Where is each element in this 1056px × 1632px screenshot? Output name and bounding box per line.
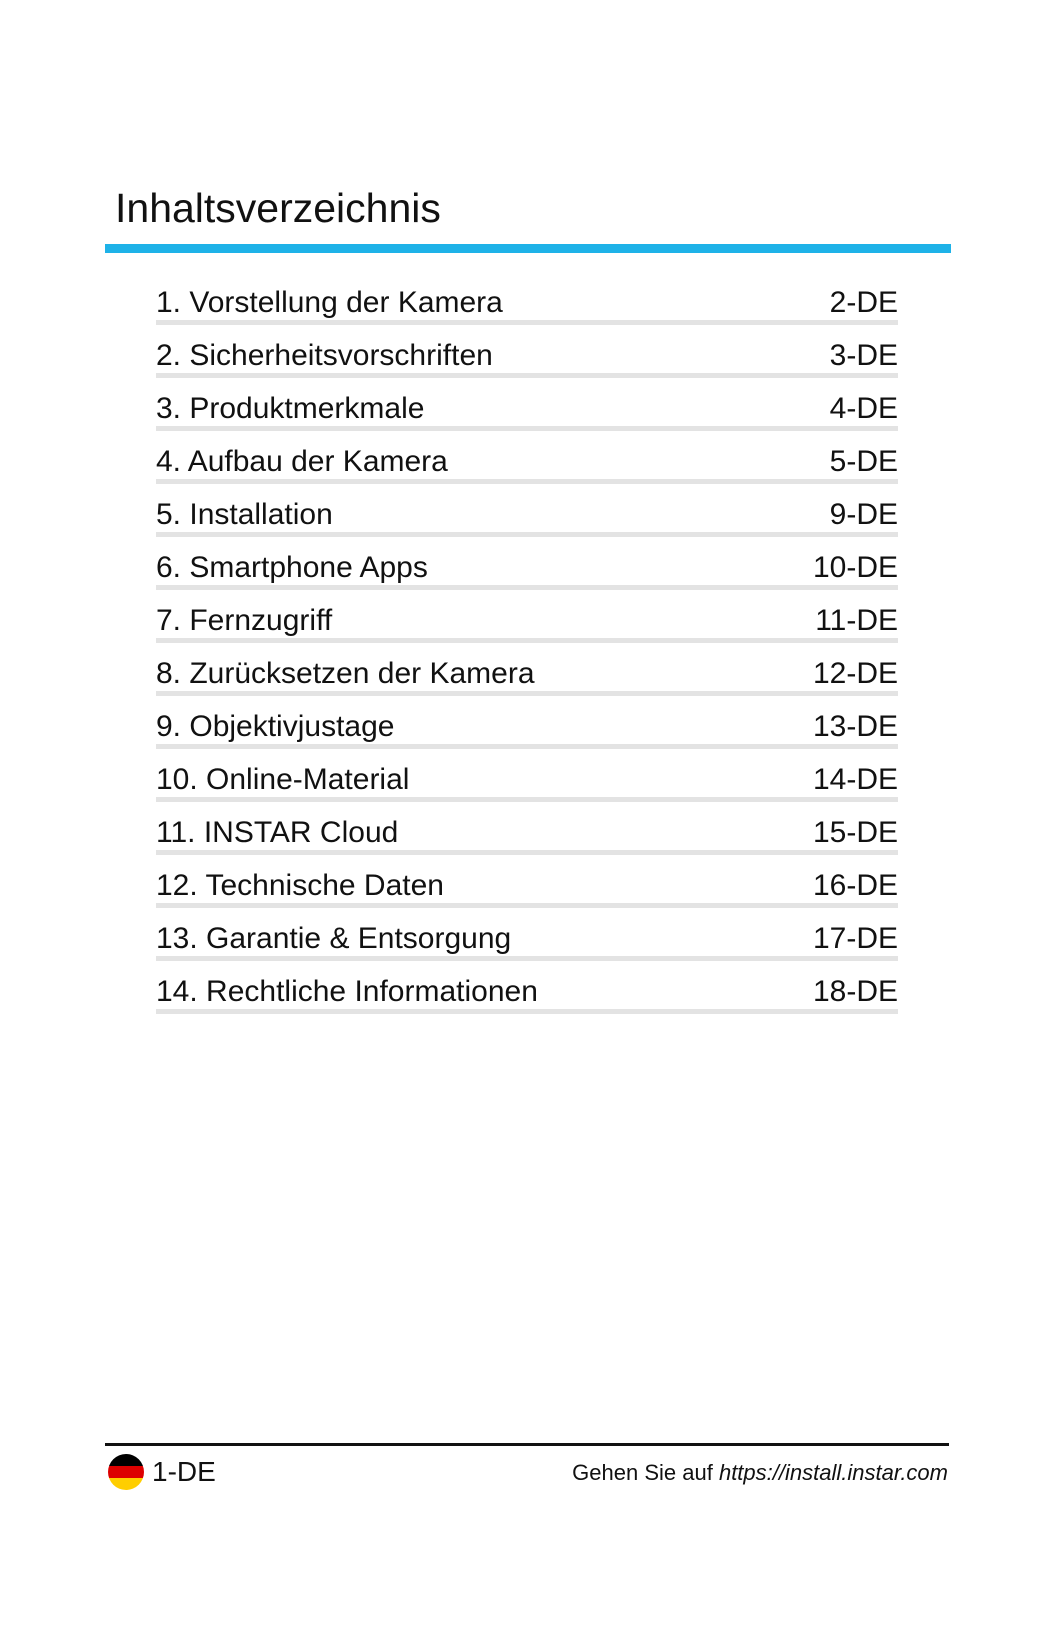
toc-entry-title: 5. Installation [156, 498, 333, 531]
toc-entry-underline [156, 1009, 898, 1014]
toc-entry[interactable] [156, 757, 898, 810]
toc-entry-title: 12. Technische Daten [156, 869, 444, 902]
toc-entry-page: 13-DE [812, 710, 898, 743]
heading-underline [105, 244, 951, 253]
toc-entry-page: 9-DE [829, 498, 898, 531]
toc-entry-underline [156, 744, 898, 749]
toc-entry[interactable] [156, 651, 898, 704]
toc-entry-underline [156, 585, 898, 590]
toc-entry-title: 2. Sicherheitsvorschriften [156, 339, 493, 372]
footer-divider [105, 1443, 949, 1446]
toc-entry-page: 17-DE [812, 922, 898, 955]
toc-entry[interactable] [156, 704, 898, 757]
toc-entry-title: 1. Vorstellung der Kamera [156, 286, 503, 319]
install-link[interactable]: https://install.instar.com [718, 1460, 948, 1485]
toc-entry-title: 11. INSTAR Cloud [156, 816, 399, 849]
toc-entry-underline [156, 797, 898, 802]
toc-entry[interactable] [156, 280, 898, 333]
toc-entry-underline [156, 903, 898, 908]
toc-entry-underline [156, 850, 898, 855]
toc-entry-page: 16-DE [812, 869, 898, 902]
toc-entry[interactable] [156, 439, 898, 492]
toc-entry-title: 8. Zurücksetzen der Kamera [156, 657, 535, 690]
toc-entry-title: 6. Smartphone Apps [156, 551, 428, 584]
toc-entry-page: 2-DE [829, 286, 898, 319]
toc-entry-title: 7. Fernzugriff [156, 604, 333, 637]
toc-entry[interactable] [156, 545, 898, 598]
toc-entry[interactable] [156, 333, 898, 386]
toc-entry[interactable] [156, 386, 898, 439]
toc-entry-page: 4-DE [829, 392, 898, 425]
toc-entry-underline [156, 373, 898, 378]
flag-stripe-red [108, 1466, 144, 1478]
toc-entry-underline [156, 426, 898, 431]
toc-entry[interactable] [156, 916, 898, 969]
toc-entry-underline [156, 956, 898, 961]
toc-entry-page: 18-DE [812, 975, 898, 1008]
germany-flag-icon [108, 1454, 144, 1490]
footer-note-text: Gehen Sie auf [572, 1460, 713, 1485]
toc-entry-page: 14-DE [812, 763, 898, 796]
toc-entry[interactable] [156, 598, 898, 651]
toc-entry-underline [156, 532, 898, 537]
toc-entry[interactable] [156, 863, 898, 916]
toc-entry-page: 15-DE [812, 816, 898, 849]
footer-note [572, 1458, 948, 1488]
toc-entry-title: 10. Online-Material [156, 763, 410, 796]
toc-entry-underline [156, 691, 898, 696]
toc-entry-underline [156, 320, 898, 325]
toc-entry-title: 14. Rechtliche Informationen [156, 975, 538, 1008]
toc-entry-page: 5-DE [829, 445, 898, 478]
toc-entry[interactable] [156, 810, 898, 863]
toc-entry-underline [156, 638, 898, 643]
toc-entry-title: 4. Aufbau der Kamera [156, 445, 448, 478]
flag-stripe-gold [108, 1478, 144, 1490]
toc-entry-underline [156, 479, 898, 484]
flag-stripe-black [108, 1454, 144, 1466]
toc-entry-page: 12-DE [812, 657, 898, 690]
page-number: 1-DE [152, 1456, 216, 1487]
toc-entry-page: 10-DE [812, 551, 898, 584]
toc-entry[interactable] [156, 969, 898, 1022]
toc-entry-page: 3-DE [829, 339, 898, 372]
toc-entry-page: 11-DE [815, 604, 898, 637]
toc-entry-title: 9. Objektivjustage [156, 710, 395, 743]
page-title: Inhaltsverzeichnis [115, 185, 441, 231]
table-of-contents [156, 280, 898, 1022]
toc-entry-title: 3. Produktmerkmale [156, 392, 425, 425]
toc-entry[interactable] [156, 492, 898, 545]
toc-entry-title: 13. Garantie & Entsorgung [156, 922, 512, 955]
